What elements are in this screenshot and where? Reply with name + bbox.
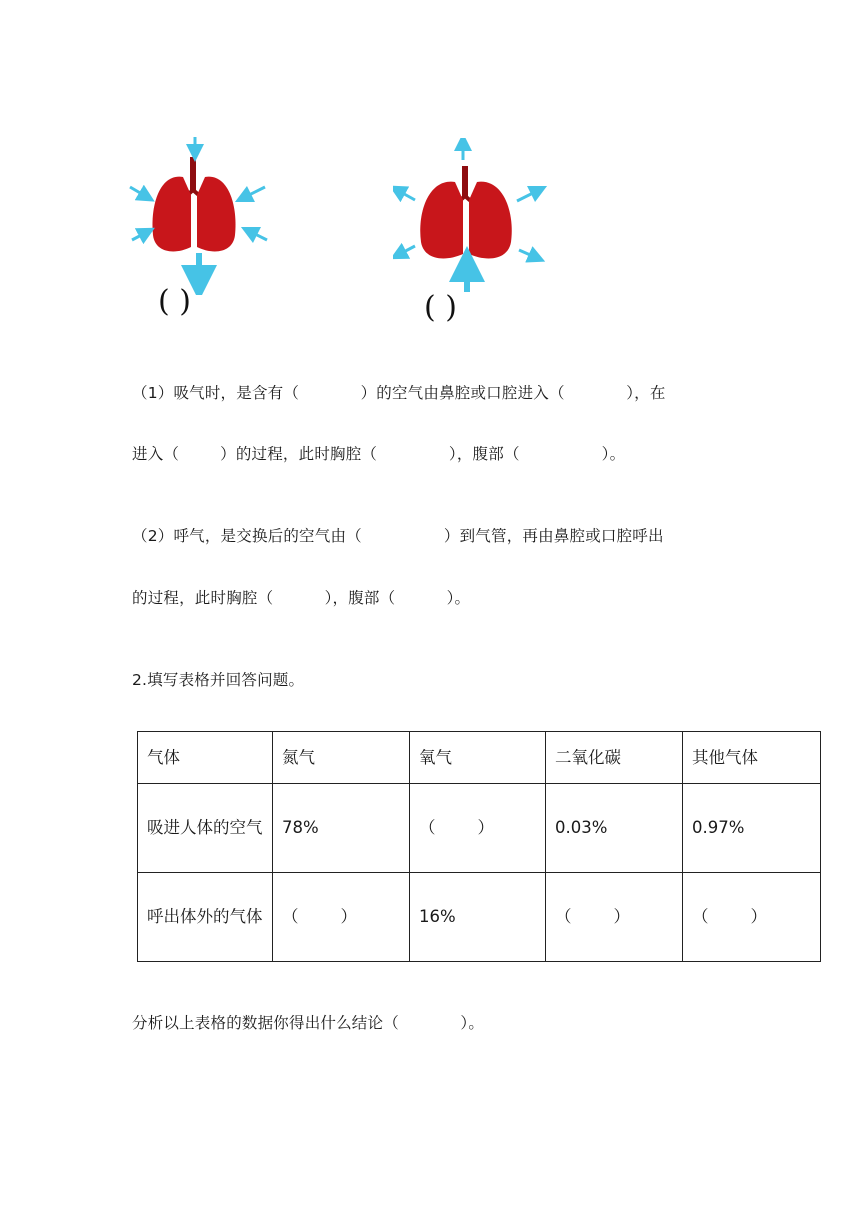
- table-answer-blank[interactable]: （ ）: [683, 873, 821, 962]
- lungs-icon: [420, 166, 512, 258]
- q1-line-2: 进入（ ）的过程，此时胸腔（ ），腹部（ ）。: [132, 445, 626, 463]
- gas-composition-table: [137, 731, 821, 962]
- table-header-row: [138, 732, 821, 784]
- table-header-cell: 气体: [138, 732, 273, 784]
- q2-line-2: 的过程，此时胸腔（ ），腹部（ ）。: [132, 589, 471, 607]
- figure-2-answer-blank[interactable]: ( ): [424, 290, 457, 325]
- row-label-exhaled: 呼出体外的气体: [138, 873, 273, 962]
- table-answer-blank[interactable]: （ ）: [546, 873, 683, 962]
- table-header-cell: 二氧化碳: [546, 732, 683, 784]
- table-cell: 78%: [273, 784, 410, 873]
- table-header-cell: 氧气: [410, 732, 546, 784]
- table-cell: 0.97%: [683, 784, 821, 873]
- table-header-cell: 其他气体: [683, 732, 821, 784]
- table-row: [138, 784, 821, 873]
- conclusion-question: 分析以上表格的数据你得出什么结论（ ）。: [132, 1014, 485, 1032]
- section-2-title: 2.填写表格并回答问题。: [132, 671, 305, 689]
- q2-line-1: （2）呼气，是交换后的空气由（ ）到气管，再由鼻腔或口腔呼出: [132, 527, 664, 545]
- figure-1-answer-blank[interactable]: ( ): [158, 284, 191, 319]
- lungs-icon: [152, 157, 235, 251]
- row-label-inhaled: 吸进人体的空气: [138, 784, 273, 873]
- table-answer-blank[interactable]: （ ）: [410, 784, 546, 873]
- table-header-cell: 氮气: [273, 732, 410, 784]
- table-row: [138, 873, 821, 962]
- lungs-inhale-figure: [393, 138, 548, 298]
- table-cell: 0.03%: [546, 784, 683, 873]
- airflow-arrows: [397, 142, 539, 292]
- table-answer-blank[interactable]: （ ）: [273, 873, 410, 962]
- lungs-exhale-figure: [125, 135, 275, 295]
- q1-line-1: （1）吸气时，是含有（ ）的空气由鼻腔或口腔进入（ ），在: [132, 384, 666, 402]
- table-cell: 16%: [410, 873, 546, 962]
